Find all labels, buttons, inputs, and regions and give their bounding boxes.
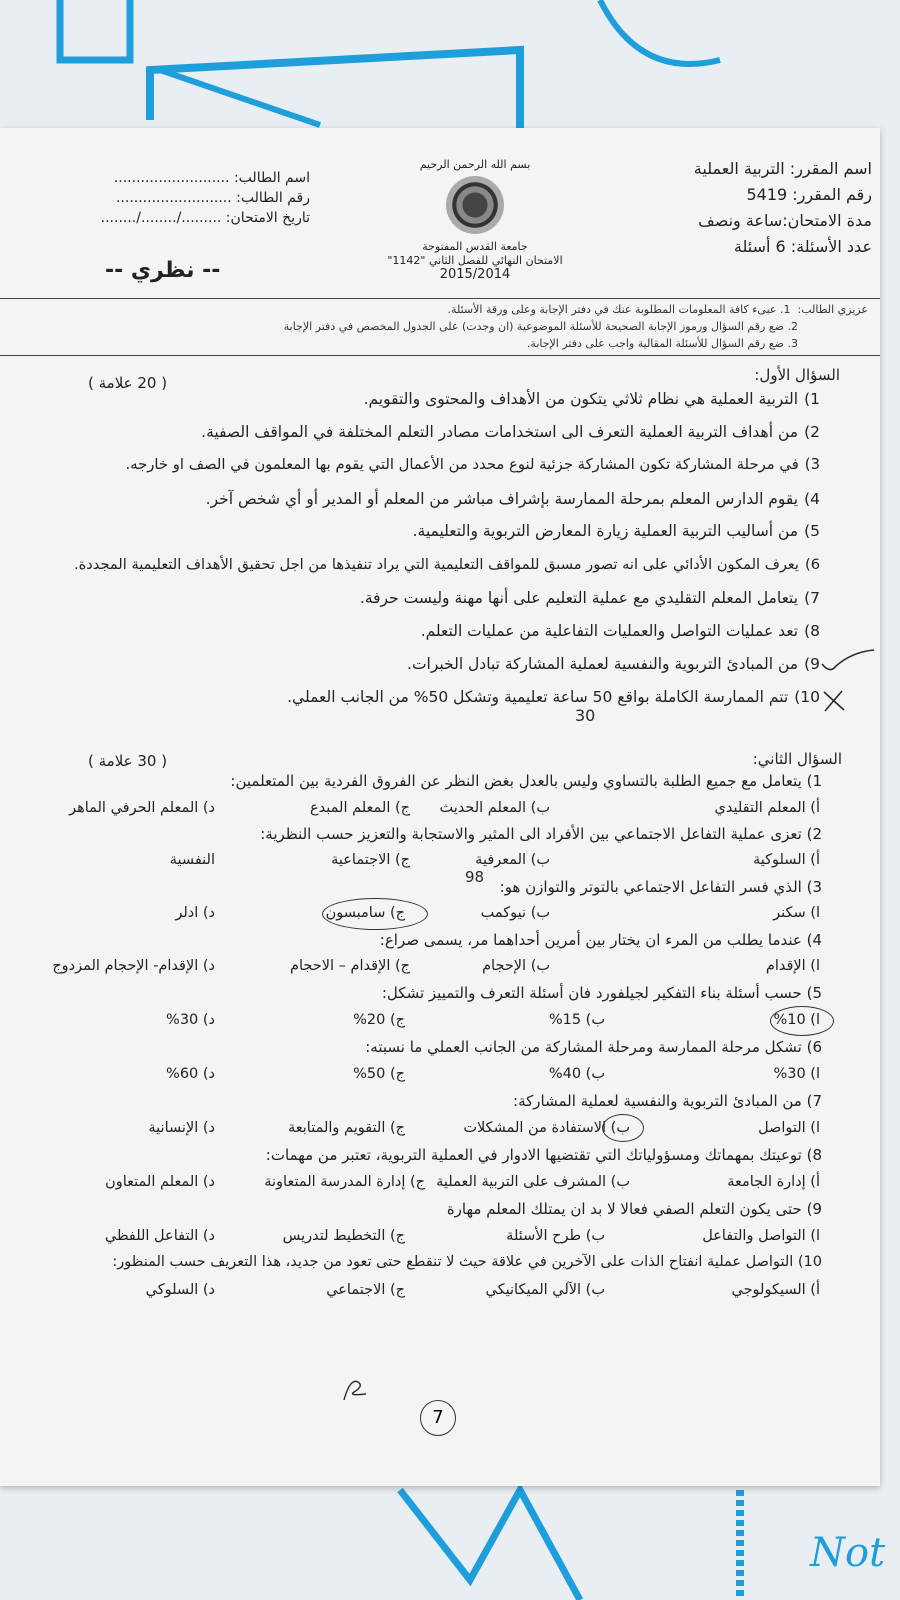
q2-6-option-a: ا) 30% bbox=[773, 1066, 820, 1082]
q2-marks: ( 30 علامة ) bbox=[88, 752, 168, 770]
q2-6-option-c: ج) 50% bbox=[353, 1066, 405, 1082]
q2-8-option-b: ب) المشرف على التربية العملية bbox=[436, 1174, 630, 1190]
cross-mark-icon bbox=[820, 688, 848, 714]
q1-title: السؤال الأول: bbox=[754, 366, 840, 384]
q2-8-option-c: ج) إدارة المدرسة المتعاونة bbox=[264, 1174, 425, 1190]
q2-7-option-c: ج) التقويم والمتابعة bbox=[288, 1120, 405, 1136]
q2-9-option-a: ا) التواصل والتفاعل bbox=[702, 1228, 820, 1244]
instruction-item: 1. عبىء كافة المعلومات المطلوبة عنك في دفتر الإجابة وعلى ورقة الأسئلة. bbox=[447, 303, 791, 316]
q1-item-9: 9)من المبادئ التربوية والنفسية لعملية المشاركة تبادل الخبرات. bbox=[407, 655, 820, 673]
q1-item-5: 5)من أساليب التربية العملية زيارة المعارض التربوية والتعليمية. bbox=[412, 522, 820, 540]
q2-1-option-c: ج) المعلم المبدع bbox=[310, 800, 410, 816]
q2-4-option-d: د) الإقدام- الإحجام المزدوج bbox=[52, 958, 215, 974]
q1-item-2: 2)من أهداف التربية العملية التعرف الى استخدامات مصادر التعلم المختلفة في المواقف الصفية. bbox=[201, 423, 820, 441]
q1-item-7: 7)يتعامل المعلم التقليدي مع عملية التعليم على أنها مهنة وليست حرفة. bbox=[359, 589, 820, 607]
instructions-label: عزيزي الطالب: bbox=[797, 303, 868, 316]
exam-duration: مدة الامتحان:ساعة ونصف bbox=[698, 211, 872, 230]
q2-9-option-d: د) التفاعل اللفظي bbox=[104, 1228, 215, 1244]
q2-1-option-d: د) المعلم الحرفي الماهر bbox=[69, 800, 215, 816]
course-number: رقم المقرر: 5419 bbox=[746, 185, 872, 204]
q2-3-option-b: ب) نيوكمب bbox=[480, 905, 550, 921]
exam-title: الامتحان النهائي للفصل الثاني "1142" bbox=[387, 254, 563, 267]
theory-label: -- نظري -- bbox=[105, 258, 221, 283]
exam-paper bbox=[0, 128, 880, 1486]
instruction-item: 2. ضع رقم السؤال ورموز الإجابة الصحيحة للأسئلة الموضوعية (ان وجدت) على الجدول المخصص في دفتر الإجابة bbox=[283, 320, 798, 333]
q2-8-option-a: أ) إدارة الجامعة bbox=[727, 1174, 820, 1190]
answer-circle bbox=[322, 898, 428, 930]
q1-item-4: 4)يقوم الدارس المعلم بمرحلة الممارسة بإشراف مباشر من المعلم أو المدير أو أي شخص آخر. bbox=[205, 490, 820, 508]
q2-question-9: 9) حتى يكون التعلم الصفي فعالا لا بد ان يمتلك المعلم مهارة bbox=[446, 1200, 822, 1218]
university-header bbox=[330, 158, 620, 282]
q1-item-8: 8)تعد عمليات التواصل والعمليات التفاعلية من عمليات التعلم. bbox=[420, 622, 820, 640]
q2-5-option-d: د) 30% bbox=[166, 1012, 215, 1028]
q2-10-option-a: أ) السيكولوجي bbox=[731, 1282, 820, 1298]
instruction-item: 3. ضع رقم السؤال للأسئلة المقالية واجب على دفتر الإجابة. bbox=[526, 337, 798, 350]
q2-6-option-b: ب) 40% bbox=[548, 1066, 605, 1082]
q2-5-option-b: ب) 15% bbox=[548, 1012, 605, 1028]
q2-6-option-d: د) 60% bbox=[166, 1066, 215, 1082]
q2-8-option-d: د) المعلم المتعاون bbox=[105, 1174, 215, 1190]
q2-2-option-d: النفسية bbox=[169, 852, 215, 868]
q2-question-10: 10) التواصل عملية انفتاح الذات على الآخرين في علاقة حيث لا تنقطع حتى تعود من جديد، هذا التعريف حسب المنظور: bbox=[112, 1254, 822, 1270]
q2-question-8: 8) توعيتك بمهماتك ومسؤولياتك التي تقتضيها الادوار في العملية التربوية، تعتبر من مهمات: bbox=[265, 1146, 822, 1164]
q2-10-option-d: د) السلوكي bbox=[145, 1282, 215, 1298]
course-info bbox=[694, 156, 872, 260]
q2-7-option-d: د) الإنسانية bbox=[148, 1120, 215, 1136]
q2-9-option-c: ج) التخطيط لتدريس bbox=[282, 1228, 405, 1244]
q2-2-option-b: ب) المعرفية bbox=[475, 852, 550, 868]
university-name: جامعة القدس المفتوحة bbox=[422, 240, 528, 253]
academic-year: 2015/2014 bbox=[439, 267, 511, 282]
q2-5-option-c: ج) 20% bbox=[353, 1012, 405, 1028]
exam-date: تاريخ الامتحان: ........./......../........ bbox=[100, 210, 310, 226]
q2-1-option-b: ب) المعلم الحديث bbox=[439, 800, 550, 816]
q2-question-2: 2) تعزى عملية التفاعل الاجتماعي بين الأفراد الى المثير والاستجابة والتعزيز حسب النظرية: bbox=[260, 825, 822, 843]
check-mark-icon bbox=[818, 646, 878, 676]
q2-2-option-c: ج) الاجتماعية bbox=[331, 852, 410, 868]
instructions bbox=[284, 301, 868, 352]
number-of-questions: عدد الأسئلة: 6 أسئلة bbox=[733, 237, 872, 256]
q2-4-option-b: ب) الإحجام bbox=[482, 958, 550, 974]
q2-1-option-a: أ) المعلم التقليدي bbox=[714, 800, 820, 816]
q2-question-3: 3) الذي فسر التفاعل الاجتماعي بالتوتر والتوازن هو: bbox=[499, 878, 822, 896]
q2-10-option-b: ب) الآلي الميكانيكي bbox=[485, 1282, 605, 1298]
q2-7-option-a: ا) التواصل bbox=[758, 1120, 820, 1136]
q2-question-7: 7) من المبادئ التربوية والنفسية لعملية المشاركة: bbox=[513, 1092, 822, 1110]
basmala: بسم الله الرحمن الرحيم bbox=[419, 158, 531, 171]
q2-5-option-a: ا) 10% bbox=[773, 1012, 820, 1028]
q2-title: السؤال الثاني: bbox=[752, 750, 842, 768]
q2-4-option-c: ج) الإقدام – الاحجام bbox=[290, 958, 410, 974]
q2-3-option-d: د) ادلر bbox=[175, 905, 215, 921]
university-logo-icon bbox=[446, 176, 504, 234]
q1-marks: ( 20 علامة ) bbox=[88, 374, 168, 392]
q2-question-4: 4) عندما يطلب من المرء ان يختار بين أمرين أحداهما مر، يسمى صراع: bbox=[379, 931, 822, 949]
instructions-box bbox=[0, 298, 880, 356]
q1-item-3: 3)في مرحلة المشاركة تكون المشاركة جزئية لنوع محدد من الأعمال التي يقوم بها المعلمون في الصف او خارجه. bbox=[125, 456, 820, 473]
q2-7-option-b: ب) الاستفادة من المشكلات bbox=[463, 1120, 630, 1136]
answer-circle bbox=[602, 1114, 644, 1142]
q2-9-option-b: ب) طرح الأسئلة bbox=[506, 1228, 605, 1244]
handwritten-correction: 30 bbox=[575, 706, 596, 725]
course-name: اسم المقرر: التربية العملية bbox=[693, 159, 872, 178]
q2-10-option-c: ج) الاجتماعي bbox=[326, 1282, 405, 1298]
scribble-icon bbox=[340, 1374, 370, 1404]
q1-item-6: 6)يعرف المكون الأدائي على انه تصور مسبق للمواقف التعليمية التي يراد تنفيذها من اجل تحقيق الأهداف التعليمية المجددة. bbox=[74, 556, 820, 573]
student-info bbox=[70, 168, 310, 228]
notebook-text: Not bbox=[810, 1530, 886, 1576]
q2-question-1: 1) يتعامل مع جميع الطلبة بالتساوي وليس بالعدل بغض النظر عن الفروق الفردية بين المتعلمين: bbox=[230, 772, 822, 790]
student-number: رقم الطالب: .......................... bbox=[115, 190, 310, 206]
q2-3-option-c: ج) سامبسون bbox=[325, 905, 405, 921]
q1-item-1: 1)التربية العملية هي نظام ثلاثي يتكون من الأهداف والمحتوى والتقويم. bbox=[363, 390, 820, 408]
q2-4-option-a: ا) الإقدام bbox=[765, 958, 820, 974]
student-name: اسم الطالب: .......................... bbox=[113, 170, 310, 186]
q2-question-6: 6) تشكل مرحلة الممارسة ومرحلة المشاركة من الجانب العملي ما نسبته: bbox=[365, 1038, 822, 1056]
q2-question-5: 5) حسب أسئلة بناء التفكير لجيلفورد فان أسئلة التعرف والتمييز تشكل: bbox=[381, 984, 822, 1002]
page-number: 7 bbox=[420, 1400, 456, 1436]
q2-2-option-a: أ) السلوكية bbox=[752, 852, 820, 868]
q2-3-option-a: ا) سكنر bbox=[773, 905, 820, 921]
q1-item-10: 10)تتم الممارسة الكاملة بواقع 50 ساعة تعليمية وتشكل 50% من الجانب العملي. bbox=[287, 688, 820, 706]
handwritten-note: 98 bbox=[465, 868, 485, 886]
answer-circle bbox=[770, 1006, 834, 1036]
